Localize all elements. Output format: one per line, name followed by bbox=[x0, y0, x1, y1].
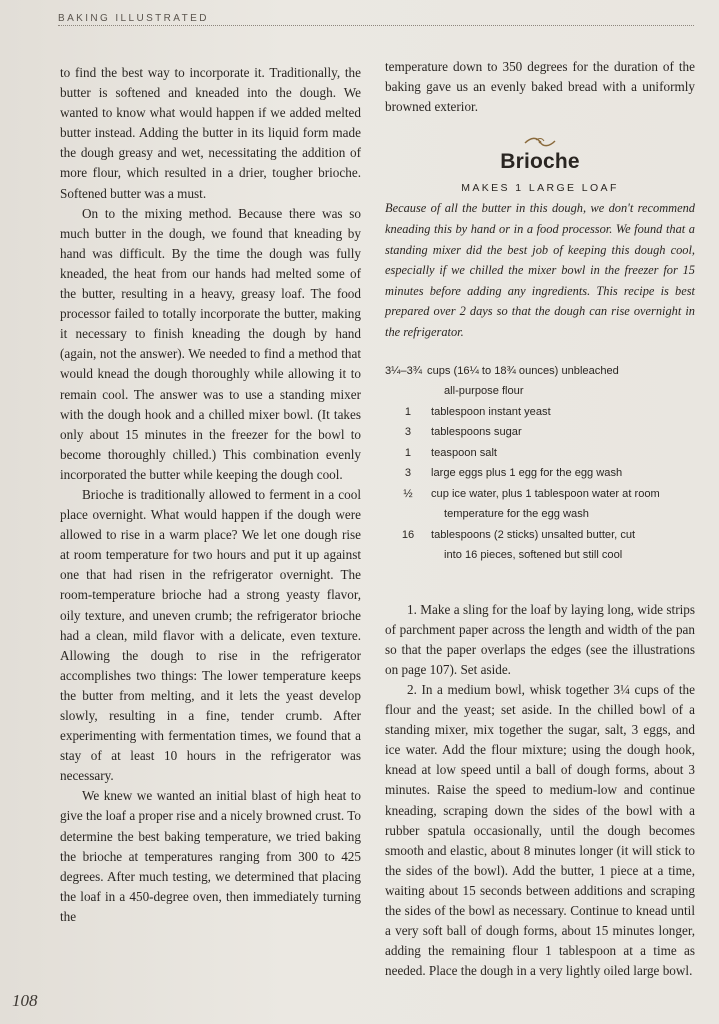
flourish-ornament-icon bbox=[385, 134, 695, 148]
ingredient-quantity: 16 bbox=[401, 528, 415, 541]
ingredient-row bbox=[385, 463, 695, 484]
ingredient-row bbox=[385, 361, 695, 382]
page-number: 108 bbox=[12, 991, 38, 1010]
paragraph: We knew we wanted an initial blast of high heat to give the loaf a proper rise and a nicely browned crust. To determine the best baking temperature, we tried baking the brioche at temperatures ranging from 300 to 425 degrees. After much testing, we determined that placing the loaf in a 450-degree oven, then immediately turning the bbox=[60, 788, 361, 924]
ingredient-quantity: 3 bbox=[404, 426, 412, 439]
ingredient-quantity: ½ bbox=[403, 487, 413, 500]
paragraph: On to the mixing method. Because there was so much butter in the dough, we found that kneading by hand was difficult. By the time the dough was fully kneaded, the heat from our hands had melted some of the butter, resulting in a heavy, greasy loaf. The food processor failed to totally incorporate the butter, making it necessary to finish kneading the dough by hand (again, not the answer). We needed to find a method that would knead the dough thoroughly while allowing it to remain cool. The answer was to use a standing mixer with the dough hook and a chilled mixer bowl. (It takes only about 15 minutes in the freezer for the bowl to become thoroughly chilled.) This combination evenly incorporated the butter while keeping the dough cool. bbox=[60, 205, 361, 482]
ingredient-text: cups (16¼ to 18¾ ounces) unbleached bbox=[427, 364, 619, 377]
recipe-step: 1. Make a sling for the loaf by laying long, wide strips of parchment paper across the length and width of the pan so that the paper overlaps the edges (see the illustrations on page 107). Set aside. bbox=[385, 601, 695, 677]
paragraph: temperature down to 350 degrees for the duration of the baking gave us an evenly baked bread with a uniformly browned exterior. bbox=[385, 59, 695, 115]
ingredient-row bbox=[385, 422, 695, 443]
ingredient-row bbox=[385, 525, 695, 546]
ingredient-text: tablespoons (2 sticks) unsalted butter, cut bbox=[431, 528, 636, 541]
paragraph: to find the best way to incorporate it. Traditionally, the butter is softened and kneaded into the dough. We wanted to know what would happen if we added melted butter instead. Adding the butter in its liquid form made the dough greasy and wet, necessitating the addition of more flour, which resulted in a drier, tougher brioche. Softened butter was a must. bbox=[60, 65, 361, 201]
ingredient-quantity: 1 bbox=[404, 405, 412, 418]
paragraph: Brioche is traditionally allowed to ferment in a cool place overnight. What would happen if the dough were allowed to rise in a warm place? We let one dough rise at room temperature for two hours and put it up against one that had risen in the refrigerator overnight. The room-temperature brioche had a strong yeasty flavor, oily texture, and uneven crumb; the refrigerator brioche had a clean, mild flavor with a delicate, even texture. Allowing the dough to rise in the refrigerator accomplishes two things: The lower temperature keeps the butter from melting, and it lets the yeast develop slowly, resulting in a fine, tender crumb. After experimenting with fermentation times, we found that a stay of at least 10 hours in the refrigerator was necessary. bbox=[60, 486, 361, 784]
ingredient-row bbox=[385, 484, 695, 505]
ingredient-quantity: 3¼–3¾ bbox=[385, 364, 423, 377]
ingredient-text: cup ice water, plus 1 tablespoon water at room bbox=[431, 487, 660, 500]
recipe-yield: MAKES 1 LARGE LOAF bbox=[461, 182, 619, 195]
ingredient-text: tablespoon instant yeast bbox=[431, 405, 551, 418]
ingredient-quantity: 1 bbox=[404, 446, 412, 459]
ingredient-row bbox=[385, 443, 695, 464]
running-head: BAKING ILLUSTRATED bbox=[58, 13, 209, 24]
ingredient-text: teaspoon salt bbox=[431, 446, 497, 459]
ingredient-continuation: into 16 pieces, softened but still cool bbox=[444, 549, 623, 562]
recipe-step: 2. In a medium bowl, whisk together 3¼ cups of the flour and the yeast; set aside. In the chilled bowl of a standing mixer, mix together the sugar, salt, 3 eggs, and ice water. Add the flour mixture; using the dough hook, knead at low speed until a ball of dough forms, about 3 minutes. Raise the speed to medium-low and continue kneading, scraping down the sides of the bowl with a rubber spatula occasionally, until the dough becomes smooth and elastic, about 8 minutes longer (it will stick to the sides of the bowl). Add the butter, 1 piece at a time, waiting about 15 seconds between additions and scraping the sides of the bowl as necessary. Continue to knead until a very soft ball of dough forms, about 15 minutes longer, adding the remaining flour 1 tablespoon at a time as needed. Place the dough in a very lightly oiled large bowl. bbox=[385, 682, 695, 979]
recipe-steps bbox=[385, 600, 695, 982]
ingredient-text: tablespoons sugar bbox=[431, 426, 522, 439]
right-column bbox=[385, 57, 695, 981]
ingredient-continuation: all-purpose flour bbox=[444, 385, 524, 398]
ingredient-text: large eggs plus 1 egg for the egg wash bbox=[431, 467, 623, 480]
recipe-headnote: Because of all the butter in this dough, we don't recommend kneading this by hand or in a food processor. We found that a standing mixer did the best job of keeping this dough cool, especially if we chilled the mixer bowl in the freezer for 15 minutes before adding any ingredients. This recipe is best prepared over 2 days so that the dough can rise overnight in the refrigerator. bbox=[385, 201, 695, 340]
ingredient-row bbox=[385, 402, 695, 423]
header-rule bbox=[58, 25, 694, 28]
left-column bbox=[60, 63, 361, 927]
ingredient-continuation: temperature for the egg wash bbox=[444, 508, 589, 521]
ingredient-list bbox=[385, 361, 695, 566]
recipe-title: Brioche bbox=[500, 150, 580, 174]
ingredient-quantity: 3 bbox=[404, 467, 412, 480]
